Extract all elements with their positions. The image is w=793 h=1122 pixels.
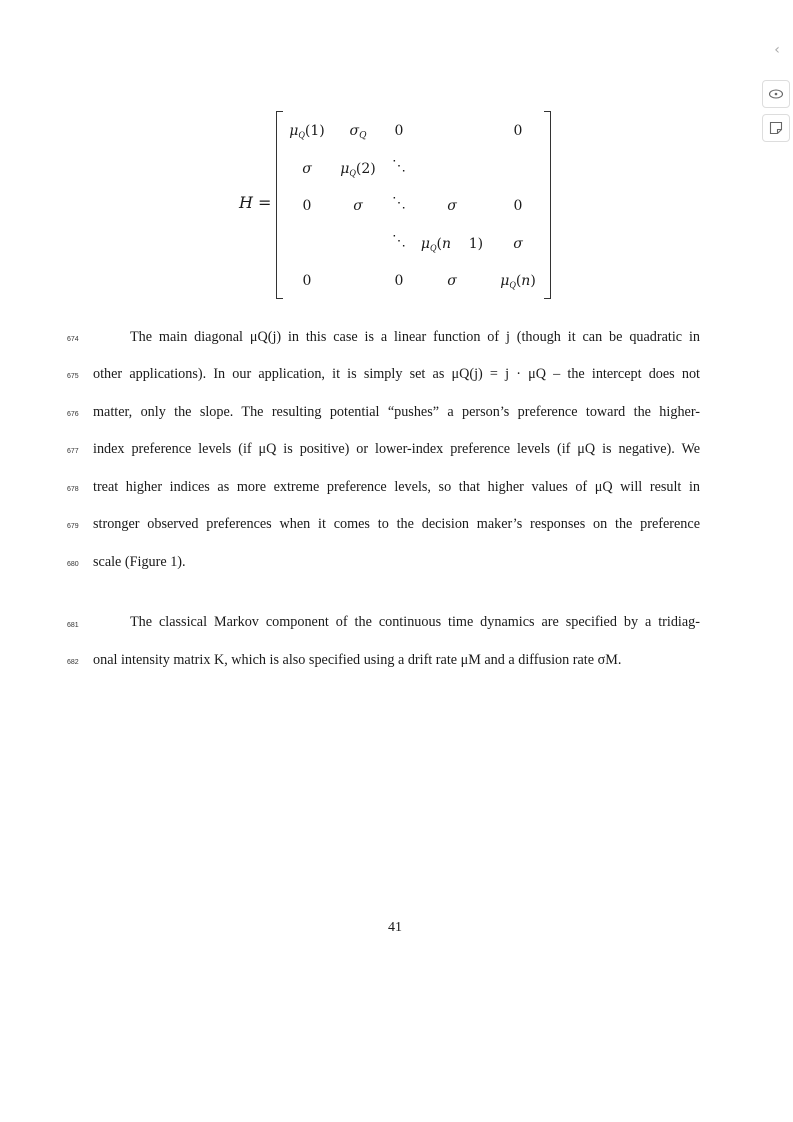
text-line: The main diagonal μQ(j) in this case is a linear function of j (though it can be quadratic in [130,329,700,345]
matrix-cell: ⋱ [392,195,406,211]
line-number: 682 [67,659,79,666]
eye-icon [768,88,784,100]
note-icon [768,120,784,136]
line-number: 677 [67,448,79,455]
matrix-cell: σ [302,161,312,177]
matrix-cell: 0 [302,198,312,214]
matrix-cell: ⋱ [392,158,406,174]
matrix-cell: 0 [513,198,523,214]
chevron-left-icon[interactable]: ‹ [774,42,780,58]
eye-button[interactable] [762,80,790,108]
line-number: 678 [67,486,79,493]
equation-lhs: H = [239,193,272,212]
text-line: index preference levels (if μQ is positive) or lower-index preference levels (if μQ is negative). We [93,441,700,457]
matrix-cell: 0 [513,123,523,139]
text-line: scale (Figure 1). [93,554,186,570]
matrix-right-bracket [544,111,551,299]
matrix-cell: $\mu_Q(2)$ [340,161,376,178]
matrix-cell: $\mu_Q(n)$ [500,273,536,290]
page-number: 41 [388,920,402,935]
matrix-cell: σ [447,273,457,289]
matrix-cell: ⋱ [392,233,406,249]
text-line: matter, only the slope. The resulting potential “pushes” a person’s preference toward the higher- [93,404,700,420]
note-button[interactable] [762,114,790,142]
matrix-cell: $\sigma_Q$ [349,123,367,141]
matrix-cell: σ [513,236,523,252]
line-number: 680 [67,561,79,568]
text-line: treat higher indices as more extreme preference levels, so that higher values of μQ will result in [93,479,700,495]
matrix-cell: 0 [302,273,312,289]
text-line: onal intensity matrix K, which is also specified using a drift rate μM and a diffusion rate σM. [93,652,622,668]
line-number: 674 [67,336,79,343]
text-line: stronger observed preferences when it comes to the decision maker’s responses on the preference [93,516,700,532]
matrix-cell: $\mu_Q(1)$ [289,123,325,140]
matrix-left-bracket [276,111,283,299]
matrix-cell: $\mu_Q(n$ 1) [420,236,484,253]
matrix-cell: 0 [394,123,404,139]
line-number: 681 [67,622,79,629]
text-line: The classical Markov component of the continuous time dynamics are specified by a tridiag- [130,614,700,630]
matrix-cell: 0 [394,273,404,289]
line-number: 679 [67,523,79,530]
line-number: 675 [67,373,79,380]
matrix-cell: σ [447,198,457,214]
matrix-cell: σ [353,198,363,214]
text-line: other applications). In our application, it is simply set as μQ(j) = j · μQ – the intercept does not [93,366,700,382]
line-number: 676 [67,411,79,418]
